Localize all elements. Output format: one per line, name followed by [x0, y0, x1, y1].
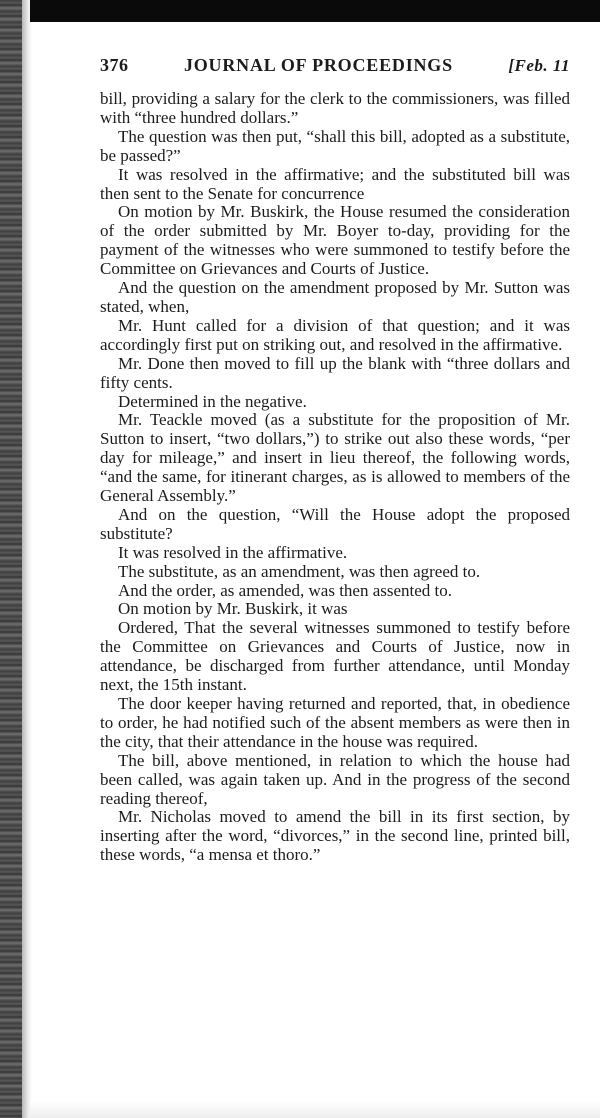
paragraph: And the question on the amendment proposed by Mr. Sutton was stated, when, [100, 278, 570, 316]
paragraph: Ordered, That the several witnesses summoned to testify before the Committee on Grievances and Courts of Justice, now in attendance, be discharged from further attendance, until Monday next, the 15th instant. [100, 618, 570, 695]
paragraph: On motion by Mr. Buskirk, it was [118, 599, 348, 619]
paragraph: Mr. Hunt called for a division of that question; and it was accordingly first put on striking out, and resolved in the affirmative. [100, 315, 570, 354]
paragraph: The bill, above mentioned, in relation to which the house had been called, was again taken up. And in the progress of the second reading thereof, [100, 750, 570, 808]
paragraph: The door keeper having returned and reported, that, in obedience to order, he had notified such of the absent members as were then in the city, that their attendance in the house was required. [100, 694, 570, 751]
paragraph: And the order, as amended, was then assented to. [118, 580, 453, 600]
paragraph: The question was then put, “shall this bill, adopted as a substitute, be passed?” [100, 126, 570, 165]
paragraph: Determined in the negative. [118, 391, 307, 411]
paragraph: And on the question, “Will the House adopt the proposed substitute? [100, 504, 570, 543]
scan-binding-edge [0, 0, 22, 1118]
running-header [100, 55, 570, 76]
paragraph: Mr. Done then moved to fill up the blank with “three dollars and fifty cents. [100, 353, 570, 392]
journal-page [100, 55, 570, 865]
journal-title: JOURNAL OF PROCEEDINGS [183, 55, 453, 75]
paragraph: It was resolved in the affirmative; and the substituted bill was then sent to the Senate for concurrence [100, 164, 570, 203]
scan-top-border [30, 0, 600, 22]
paragraph: On motion by Mr. Buskirk, the House resumed the consideration of the order submitted by Mr. Boyer to-day, providing for the payment of the witnesses who were summoned to testify before the Committee on Grievances and Courts of Justice. [100, 202, 570, 279]
page-body [100, 90, 570, 865]
header-date: [Feb. 11 [508, 56, 570, 75]
paragraph: The substitute, as an amendment, was then agreed to. [118, 561, 481, 581]
paragraph: It was resolved in the affirmative. [118, 542, 348, 562]
paragraph: Mr. Teackle moved (as a substitute for the proposition of Mr. Sutton to insert, “two dollars,”) to strike out also these words, “per day for mileage,” and insert in lieu thereof, the following words, “and the same, for itinerant charges, as is allowed to members of the General Assembly.” [100, 410, 570, 506]
paragraph: Mr. Nicholas moved to amend the bill in its first section, by inserting after the word, “divorces,” in the second line, printed bill, these words, “a mensa et thoro.” [100, 807, 570, 865]
scan-binding-shadow [22, 0, 32, 1118]
paragraph: bill, providing a salary for the clerk to the commissioners, was filled with “three hundred dollars.” [100, 89, 570, 127]
page-number: 376 [100, 55, 129, 75]
scan-bottom-margin [30, 1100, 600, 1118]
